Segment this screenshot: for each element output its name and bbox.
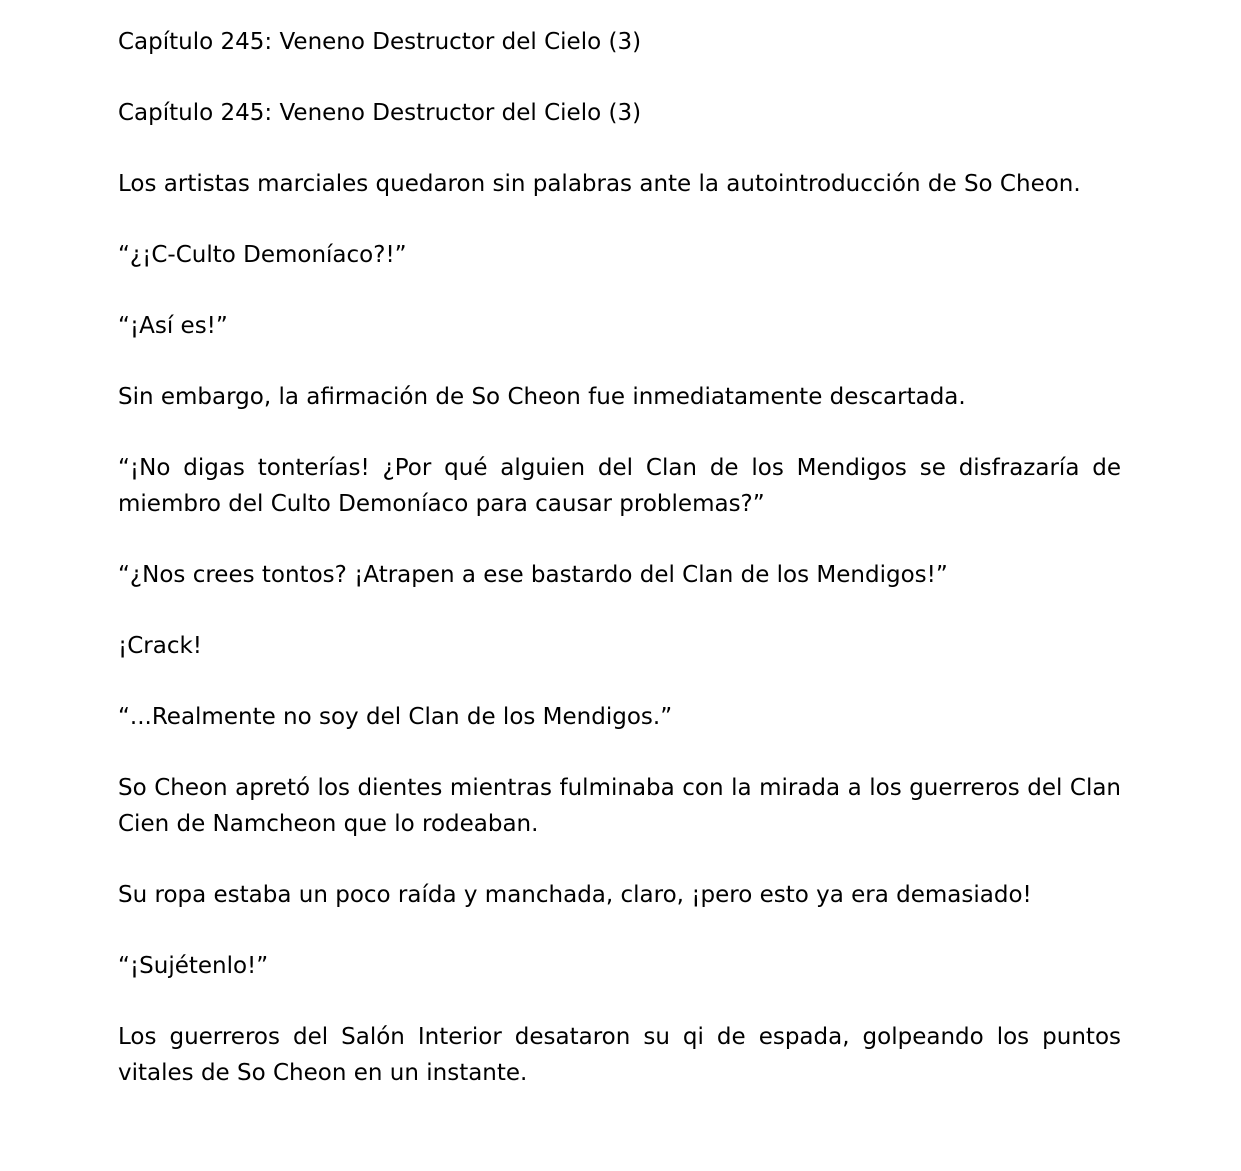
dialogue-line: “¡Así es!”	[118, 313, 228, 339]
dialogue-line: “¡No digas tonterías! ¿Por qué alguien del Clan de los Mendigos se disfrazaría de miembro del Culto Demoníaco para causar problemas?”	[118, 455, 1121, 517]
paragraph: So Cheon apretó los dientes mientras fulminaba con la mirada a los guerreros del Clan Cien de Namcheon que lo rodeaban.	[118, 775, 1121, 837]
dialogue-line: “¿¡C-Culto Demoníaco?!”	[118, 242, 407, 268]
chapter-heading: Capítulo 245: Veneno Destructor del Cielo (3)	[118, 29, 642, 55]
dialogue-line: “¡Sujétenlo!”	[118, 953, 269, 979]
dialogue-line: “¿Nos crees tontos? ¡Atrapen a ese bastardo del Clan de los Mendigos!”	[118, 562, 948, 588]
paragraph: Los artistas marciales quedaron sin palabras ante la autointroducción de So Cheon.	[118, 171, 1081, 197]
paragraph: Su ropa estaba un poco raída y manchada, claro, ¡pero esto ya era demasiado!	[118, 882, 1032, 908]
paragraph: Sin embargo, la afirmación de So Cheon fue inmediatamente descartada.	[118, 384, 966, 410]
paragraph: Los guerreros del Salón Interior desataron su qi de espada, golpeando los puntos vitales de So Cheon en un instante.	[118, 1024, 1121, 1086]
chapter-title: Capítulo 245: Veneno Destructor del Cielo (3)	[118, 100, 642, 126]
dialogue-line: “...Realmente no soy del Clan de los Mendigos.”	[118, 704, 673, 730]
sound-effect: ¡Crack!	[118, 633, 203, 659]
